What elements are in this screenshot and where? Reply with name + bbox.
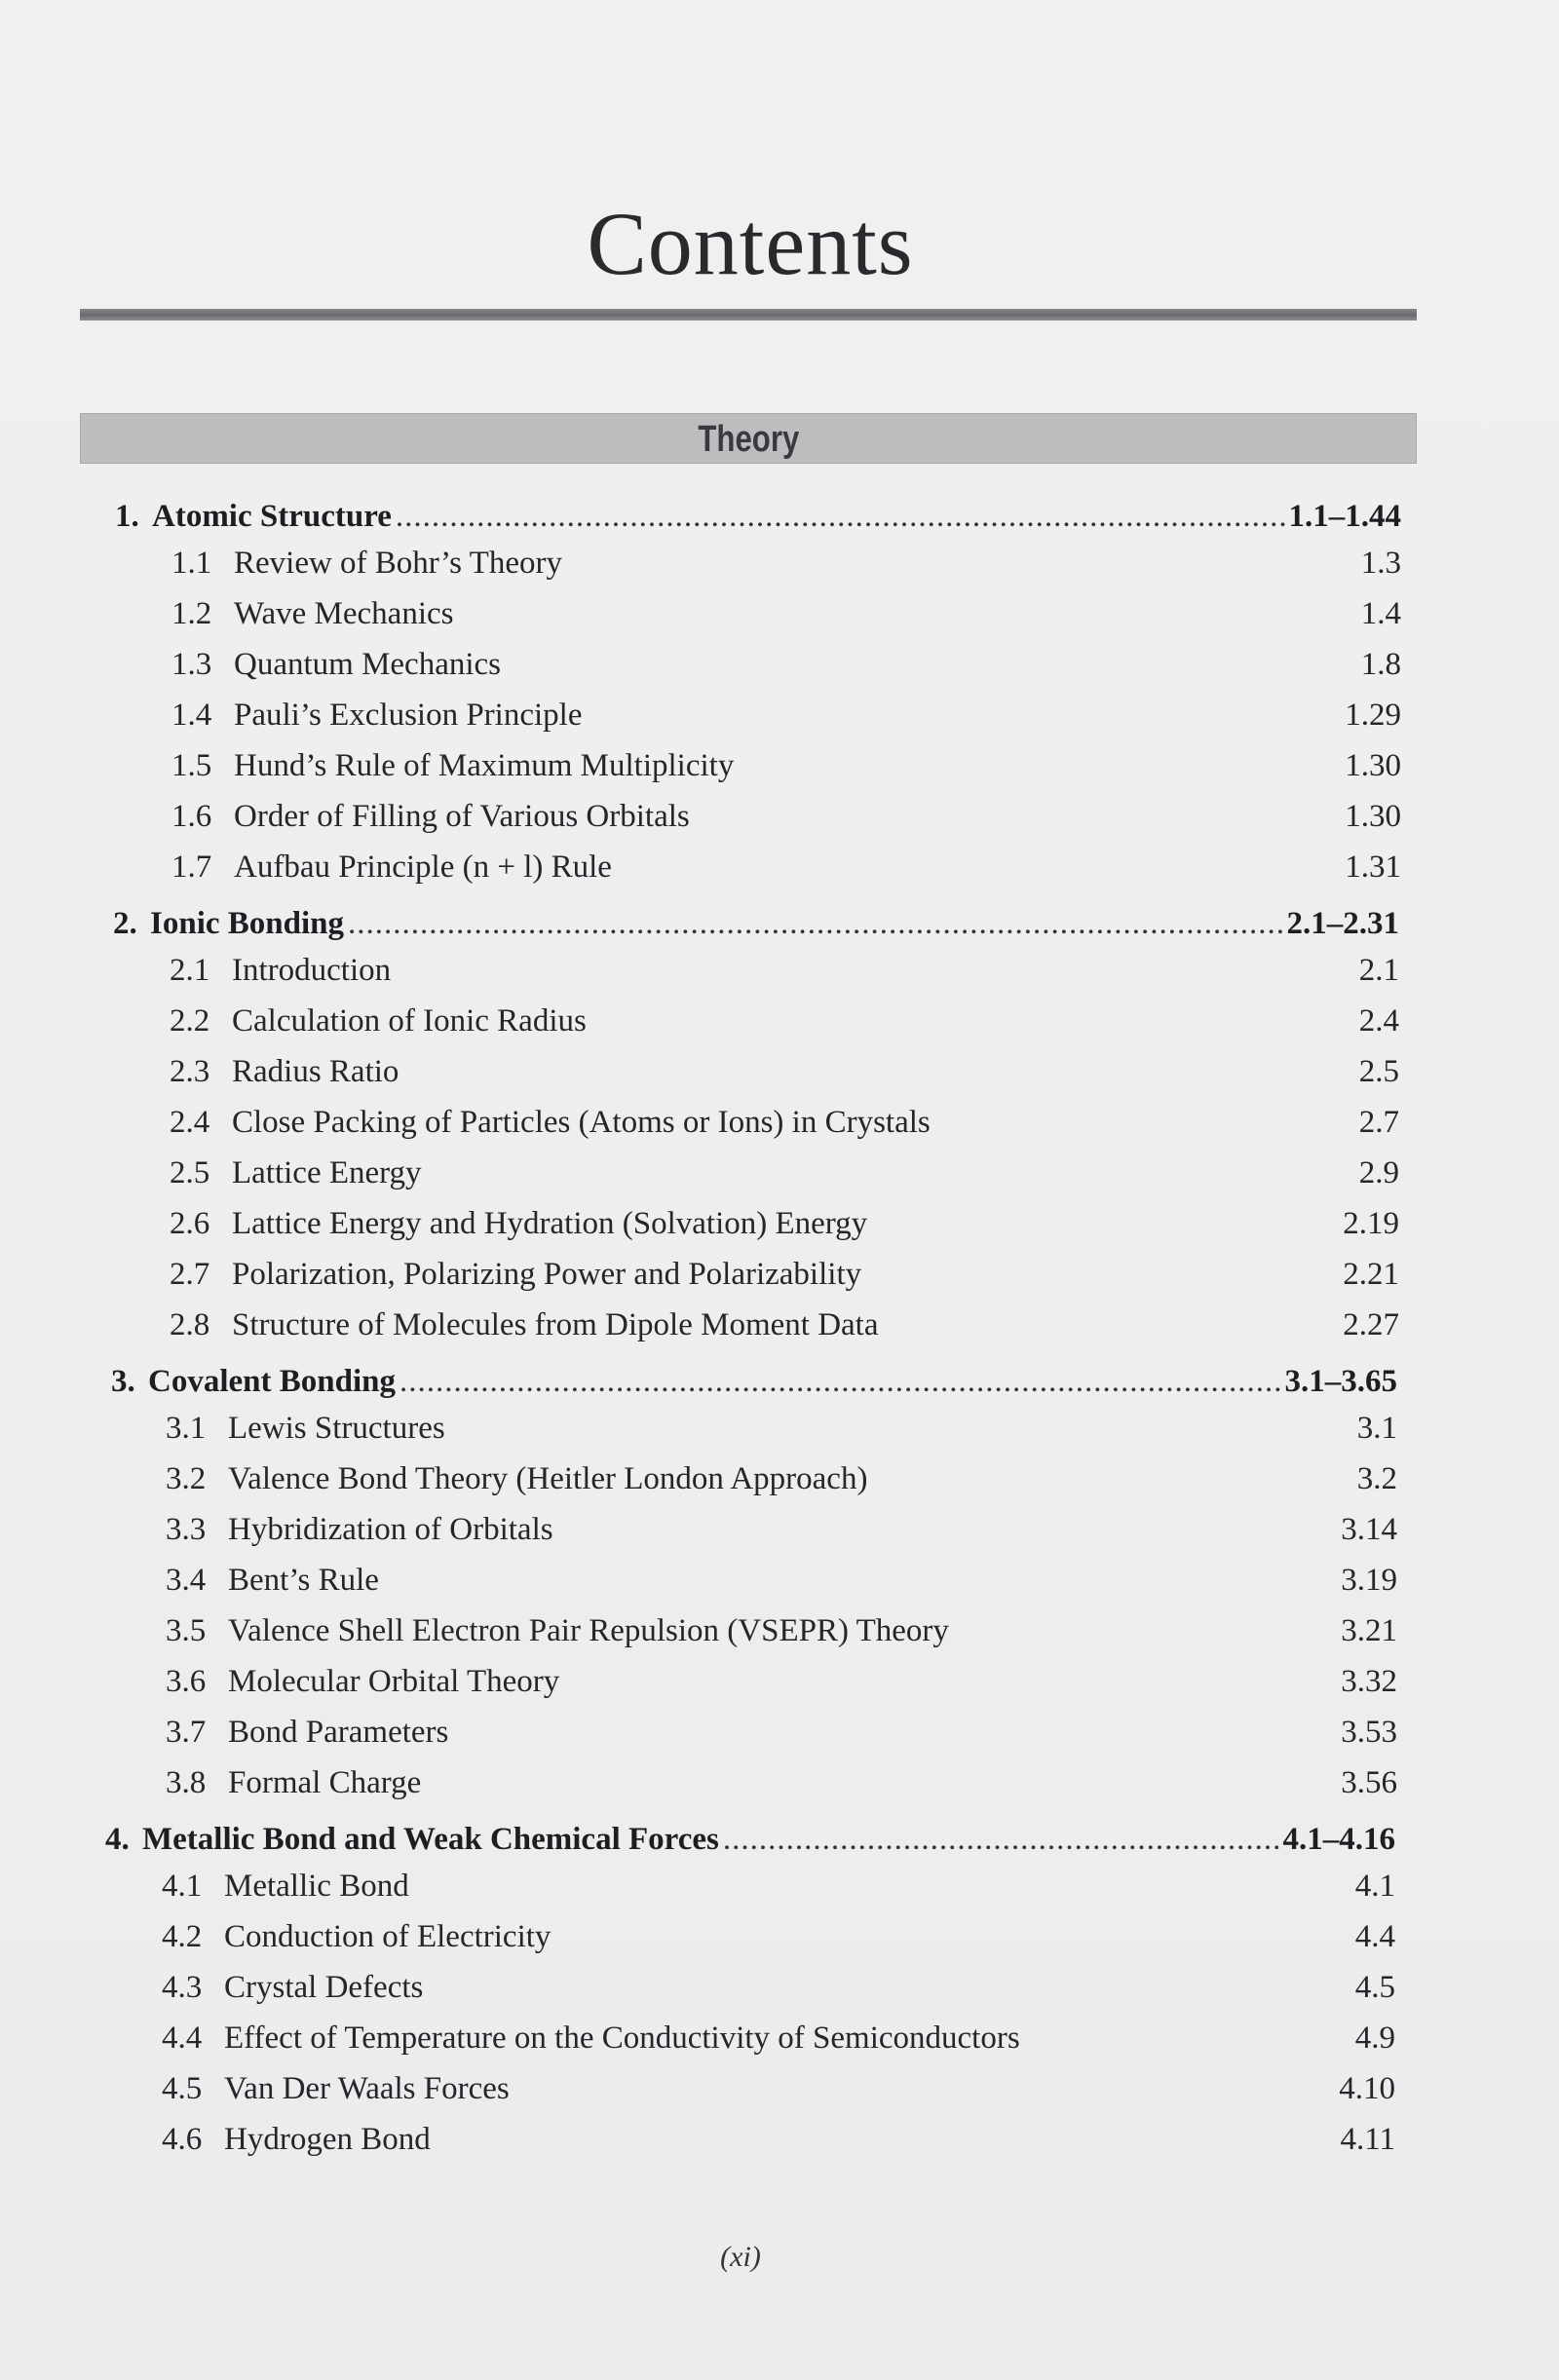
- toc-entry[interactable]: [166, 1459, 1397, 1498]
- entry-page: 1.30: [1345, 799, 1401, 834]
- entry-page: 3.2: [1356, 1461, 1397, 1496]
- entry-number: 2.3: [170, 1054, 210, 1089]
- chapter-heading[interactable]: [111, 1362, 1397, 1401]
- entry-title: Order of Filling of Various Orbitals: [234, 799, 690, 834]
- toc-entry[interactable]: [166, 1409, 1397, 1448]
- entry-number: 2.8: [170, 1307, 210, 1342]
- leader-dots: [396, 497, 1285, 536]
- entry-number: 4.3: [162, 1970, 203, 2005]
- entry-number: 1.2: [171, 596, 212, 631]
- entry-page: 2.7: [1358, 1105, 1399, 1140]
- toc-entry[interactable]: [166, 1510, 1397, 1549]
- entry-title: Valence Bond Theory (Heitler London Approach): [228, 1461, 868, 1496]
- leader-dots: [348, 904, 1283, 943]
- entry-page: 4.9: [1354, 2021, 1395, 2056]
- entry-title: Lattice Energy: [232, 1155, 422, 1190]
- toc-entry[interactable]: [166, 1713, 1397, 1752]
- chapter-title: Ionic Bonding: [150, 906, 344, 941]
- entry-title: Aufbau Principle (n + l) Rule: [234, 850, 612, 885]
- entry-title: Calculation of Ionic Radius: [232, 1003, 587, 1039]
- chapter-pages: 4.1–4.16: [1282, 1822, 1395, 1857]
- entry-page: 3.32: [1341, 1664, 1397, 1699]
- entry-number: 1.5: [171, 748, 212, 783]
- entry-number: 4.4: [162, 2021, 203, 2056]
- entry-number: 1.6: [171, 799, 212, 834]
- toc-entry[interactable]: [171, 797, 1401, 836]
- entry-number: 3.7: [166, 1715, 207, 1750]
- entry-title: Conduction of Electricity: [224, 1919, 551, 1954]
- toc-entry[interactable]: [166, 1763, 1397, 1802]
- entry-page: 2.4: [1358, 1003, 1399, 1039]
- entry-title: Introduction: [232, 953, 392, 988]
- entry-page: 4.11: [1340, 2122, 1395, 2157]
- toc-entry[interactable]: [162, 1867, 1395, 1906]
- toc-entry[interactable]: [171, 645, 1401, 684]
- entry-title: Wave Mechanics: [234, 596, 454, 631]
- entry-title: Bond Parameters: [228, 1715, 449, 1750]
- toc-entry[interactable]: [170, 1052, 1399, 1091]
- toc-entry[interactable]: [162, 2019, 1395, 2058]
- entry-title: Valence Shell Electron Pair Repulsion (VSEPR) Theory: [228, 1613, 949, 1648]
- entry-number: 1.1: [171, 546, 212, 581]
- entry-page: 4.1: [1354, 1869, 1395, 1904]
- entry-number: 1.7: [171, 850, 212, 885]
- entry-title: Lewis Structures: [228, 1411, 445, 1446]
- entry-page: 2.21: [1343, 1257, 1399, 1292]
- entry-page: 2.5: [1358, 1054, 1399, 1089]
- entry-number: 3.2: [166, 1461, 207, 1496]
- entry-number: 2.1: [170, 953, 210, 988]
- entry-number: 3.5: [166, 1613, 207, 1648]
- entry-title: Metallic Bond: [224, 1869, 409, 1904]
- entry-page: 4.4: [1354, 1919, 1395, 1954]
- entry-number: 1.3: [171, 647, 212, 682]
- toc-entry[interactable]: [162, 1968, 1395, 2007]
- chapter-heading[interactable]: [115, 497, 1401, 536]
- toc-entry[interactable]: [170, 951, 1399, 990]
- entry-title: Review of Bohr’s Theory: [234, 546, 562, 581]
- entry-page: 4.10: [1339, 2071, 1395, 2106]
- toc-entry[interactable]: [162, 2120, 1395, 2159]
- toc-entry[interactable]: [162, 2069, 1395, 2108]
- chapter-pages: 3.1–3.65: [1284, 1364, 1397, 1399]
- entry-title: Structure of Molecules from Dipole Moment Data: [232, 1307, 879, 1342]
- entry-title: Polarization, Polarizing Power and Polarizability: [232, 1257, 862, 1292]
- chapter-title: Covalent Bonding: [148, 1364, 396, 1399]
- chapter-title: Atomic Structure: [152, 499, 392, 534]
- toc-entry[interactable]: [162, 1917, 1395, 1956]
- toc-entry[interactable]: [170, 1255, 1399, 1294]
- toc-entry[interactable]: [171, 746, 1401, 785]
- entry-number: 4.1: [162, 1869, 203, 1904]
- entry-page: 3.14: [1341, 1512, 1397, 1547]
- entry-title: Quantum Mechanics: [234, 647, 502, 682]
- chapter-number: 4.: [105, 1822, 130, 1857]
- entry-title: Van Der Waals Forces: [224, 2071, 510, 2106]
- entry-number: 3.6: [166, 1664, 207, 1699]
- toc-entry[interactable]: [171, 544, 1401, 583]
- chapter-pages: 1.1–1.44: [1288, 499, 1401, 534]
- toc-entry[interactable]: [171, 848, 1401, 887]
- entry-number: 2.7: [170, 1257, 210, 1292]
- chapter-heading[interactable]: [105, 1820, 1395, 1859]
- entry-number: 2.6: [170, 1206, 210, 1241]
- entry-title: Effect of Temperature on the Conductivity of Semiconductors: [224, 2021, 1020, 2056]
- toc-entry[interactable]: [170, 1001, 1399, 1040]
- toc-entry[interactable]: [170, 1204, 1399, 1243]
- toc-entry[interactable]: [170, 1305, 1399, 1344]
- entry-page: 4.5: [1354, 1970, 1395, 2005]
- entry-page: 2.9: [1358, 1155, 1399, 1190]
- entry-page: 3.19: [1341, 1563, 1397, 1598]
- entry-number: 2.2: [170, 1003, 210, 1039]
- leader-dots: [723, 1820, 1279, 1859]
- entry-page: 3.21: [1341, 1613, 1397, 1648]
- page-title: Contents: [587, 194, 914, 293]
- toc-entry[interactable]: [166, 1561, 1397, 1600]
- entry-number: 3.4: [166, 1563, 207, 1598]
- entry-number: 4.5: [162, 2071, 203, 2106]
- entry-number: 2.5: [170, 1155, 210, 1190]
- entry-number: 3.8: [166, 1765, 207, 1800]
- toc-entry[interactable]: [171, 696, 1401, 735]
- entry-number: 3.1: [166, 1411, 207, 1446]
- entry-title: Pauli’s Exclusion Principle: [234, 698, 583, 733]
- entry-page: 2.19: [1343, 1206, 1399, 1241]
- chapter-pages: 2.1–2.31: [1286, 906, 1399, 941]
- entry-page: 2.1: [1358, 953, 1399, 988]
- page-number: (xi): [720, 2241, 761, 2273]
- section-banner-label: Theory: [698, 419, 799, 460]
- entry-title: Hybridization of Orbitals: [228, 1512, 553, 1547]
- entry-page: 1.3: [1360, 546, 1401, 581]
- section-banner: [80, 413, 1417, 464]
- toc-entry[interactable]: [170, 1103, 1399, 1142]
- entry-page: 3.53: [1341, 1715, 1397, 1750]
- entry-page: 2.27: [1343, 1307, 1399, 1342]
- chapter-number: 2.: [113, 906, 137, 941]
- chapter-heading[interactable]: [113, 904, 1399, 943]
- entry-number: 4.6: [162, 2122, 203, 2157]
- leader-dots: [399, 1362, 1281, 1401]
- entry-number: 2.4: [170, 1105, 210, 1140]
- toc-entry[interactable]: [166, 1611, 1397, 1650]
- entry-title: Bent’s Rule: [228, 1563, 379, 1598]
- entry-page: 1.8: [1360, 647, 1401, 682]
- toc-entry[interactable]: [166, 1662, 1397, 1701]
- entry-title: Hund’s Rule of Maximum Multiplicity: [234, 748, 735, 783]
- chapter-number: 3.: [111, 1364, 135, 1399]
- entry-title: Radius Ratio: [232, 1054, 399, 1089]
- entry-page: 1.4: [1360, 596, 1401, 631]
- entry-title: Lattice Energy and Hydration (Solvation) Energy: [232, 1206, 868, 1241]
- entry-page: 3.56: [1341, 1765, 1397, 1800]
- entry-title: Molecular Orbital Theory: [228, 1664, 560, 1699]
- entry-title: Crystal Defects: [224, 1970, 424, 2005]
- entry-title: Formal Charge: [228, 1765, 422, 1800]
- toc-entry[interactable]: [170, 1153, 1399, 1192]
- entry-page: 1.29: [1345, 698, 1401, 733]
- toc-entry[interactable]: [171, 594, 1401, 633]
- entry-number: 1.4: [171, 698, 212, 733]
- title-rule: [80, 309, 1417, 321]
- chapter-number: 1.: [115, 499, 139, 534]
- chapter-title: Metallic Bond and Weak Chemical Forces: [142, 1822, 719, 1857]
- entry-page: 1.30: [1345, 748, 1401, 783]
- entry-page: 3.1: [1356, 1411, 1397, 1446]
- entry-page: 1.31: [1345, 850, 1401, 885]
- entry-title: Close Packing of Particles (Atoms or Ions) in Crystals: [232, 1105, 931, 1140]
- entry-number: 4.2: [162, 1919, 203, 1954]
- entry-title: Hydrogen Bond: [224, 2122, 431, 2157]
- entry-number: 3.3: [166, 1512, 207, 1547]
